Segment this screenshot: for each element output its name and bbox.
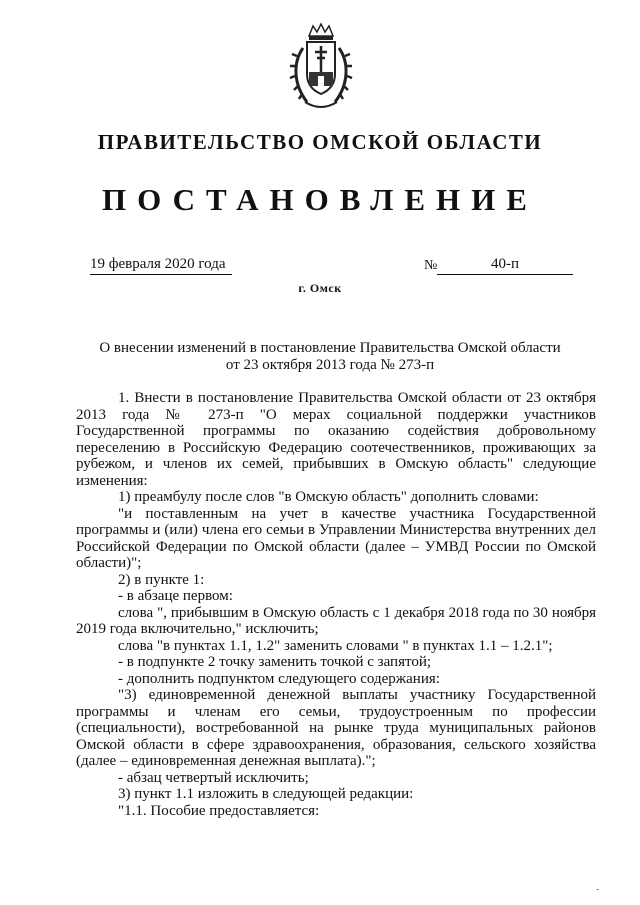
- decree-date: 19 февраля 2020 года: [90, 256, 232, 275]
- paragraph: "и поставленным на учет в качестве участника Государственной программы и (или) члена его семьи в Управлении Министерства внутренних дел Российской Федерации по Омской области (далее – УМВД России по Омской области)";: [76, 505, 596, 571]
- government-name: ПРАВИТЕЛЬСТВО ОМСКОЙ ОБЛАСТИ: [97, 130, 543, 154]
- paragraph: "3) единовременной денежной выплаты участнику Государственной программы и членам его семьи, трудоустроенным по профессии (специальности), востребованной на рынке труда муниципальных районов Омской области в сфере здравоохранения, образования, сельского хозяйства (далее – единовременная денежная выплата).";: [76, 687, 596, 769]
- document-type: ПОСТАНОВЛЕНИЕ: [102, 182, 538, 217]
- paragraph: 1. Внести в постановление Правительства Омской области от 23 октября 2013 года № 273-п "О мерах социальной поддержки участников Государственной программы по оказанию содействия добровольному переселению в Российскую Федерацию соотечественников, проживающих за рубежом, и членов их семей, прибывших в Омскую область" следующие изменения:: [76, 390, 596, 489]
- decree-body: [76, 390, 596, 819]
- paragraph: слова ", прибывшим в Омскую область с 1 декабря 2018 года по 30 ноября 2019 года включительно," исключить;: [76, 604, 596, 637]
- scan-speck: [596, 889, 599, 890]
- paragraph: 3) пункт 1.1 изложить в следующей редакции:: [118, 786, 414, 802]
- paragraph: - абзац четвертый исключить;: [118, 769, 309, 786]
- title-line-1: О внесении изменений в постановление Правительства Омской области: [99, 340, 561, 356]
- paragraph: 2) в пункте 1:: [118, 571, 205, 588]
- paragraph: 1) преамбулу после слов "в Омскую область" дополнить словами:: [118, 489, 539, 505]
- decree-number: 40-п: [437, 256, 573, 275]
- paragraph: слова "в пунктах 1.1, 1.2" заменить словами " в пунктах 1.1 – 1.2.1";: [118, 637, 553, 654]
- paragraph: - дополнить подпунктом следующего содержания:: [118, 670, 440, 687]
- coat-of-arms-icon: [287, 22, 355, 112]
- decree-title: [90, 340, 570, 374]
- number-label: №: [424, 258, 438, 273]
- title-line-2: от 23 октября 2013 года № 273-п: [225, 357, 435, 373]
- paragraph: - в абзаце первом:: [118, 588, 233, 604]
- city: г. Омск: [298, 281, 342, 295]
- paragraph: "1.1. Пособие предоставляется:: [118, 802, 320, 819]
- paragraph: - в подпункте 2 точку заменить точкой с запятой;: [118, 654, 432, 670]
